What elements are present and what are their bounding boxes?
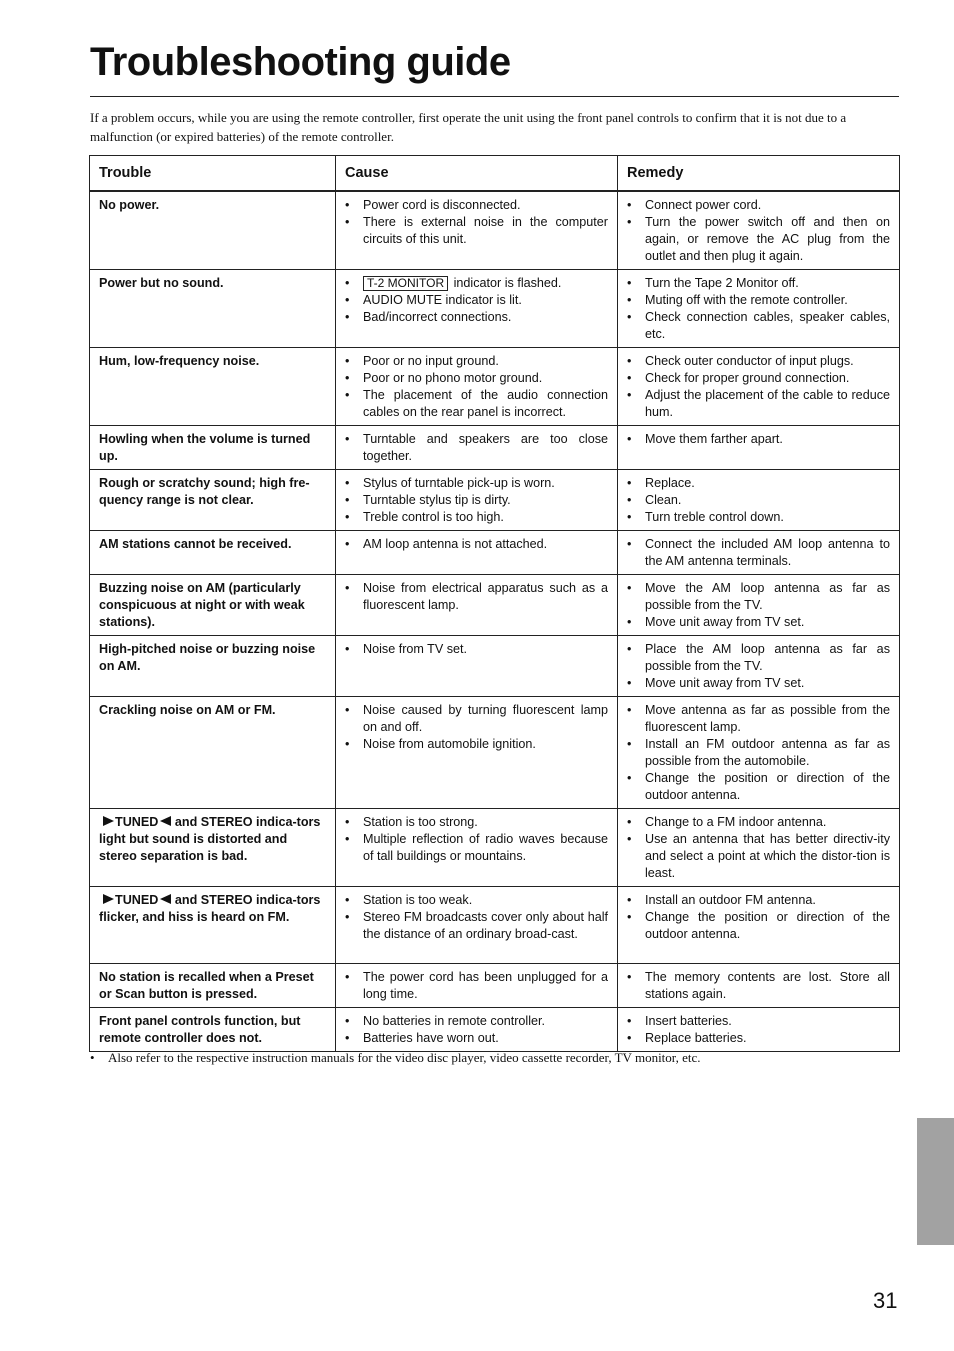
trouble-cell xyxy=(90,809,336,887)
cause-item: • No batteries in remote controller. xyxy=(345,1013,608,1030)
table-row xyxy=(90,470,900,531)
cause-cell xyxy=(336,426,618,470)
cause-cell xyxy=(336,964,618,1008)
remedy-item: • Turn the power switch off and then on again, or remove the AC plug from the outlet and then plug it again. xyxy=(627,214,890,265)
tuned-right-arrow-icon xyxy=(103,894,114,904)
remedy-item: • Install an outdoor FM antenna. xyxy=(627,892,890,909)
remedy-item: • Check outer conductor of input plugs. xyxy=(627,353,890,370)
trouble-cell: Crackling noise on AM or FM. xyxy=(90,697,336,809)
cause-item: • Poor or no input ground. xyxy=(345,353,608,370)
trouble-text: and STEREO indica-tors light but sound is distorted and stereo separation is bad. xyxy=(99,815,321,863)
remedy-cell xyxy=(618,1008,900,1052)
remedy-cell xyxy=(618,887,900,964)
remedy-cell xyxy=(618,426,900,470)
remedy-item: • Install an FM outdoor antenna as far as possible from the automobile. xyxy=(627,736,890,770)
cause-item: • Bad/incorrect connections. xyxy=(345,309,608,326)
table-row xyxy=(90,636,900,697)
cause-item: • Stylus of turntable pick-up is worn. xyxy=(345,475,608,492)
remedy-item: • Move the AM loop antenna as far as possible from the TV. xyxy=(627,580,890,614)
table-row xyxy=(90,270,900,348)
remedy-item: • The memory contents are lost. Store all stations again. xyxy=(627,969,890,1003)
remedy-item: • Connect power cord. xyxy=(627,197,890,214)
remedy-cell xyxy=(618,470,900,531)
table-row xyxy=(90,697,900,809)
trouble-cell: Buzzing noise on AM (particularly conspicuous at night or with weak stations). xyxy=(90,575,336,636)
remedy-item: • Move them farther apart. xyxy=(627,431,890,448)
remedy-item: • Adjust the placement of the cable to reduce hum. xyxy=(627,387,890,421)
footnote xyxy=(90,1048,902,1067)
remedy-cell xyxy=(618,964,900,1008)
remedy-cell xyxy=(618,531,900,575)
table-row xyxy=(90,575,900,636)
cause-cell xyxy=(336,887,618,964)
remedy-cell xyxy=(618,575,900,636)
title-divider xyxy=(90,96,899,97)
cause-item: • Turntable stylus tip is dirty. xyxy=(345,492,608,509)
cause-cell xyxy=(336,270,618,348)
header-remedy: Remedy xyxy=(618,156,900,192)
table-row xyxy=(90,426,900,470)
cause-item: • Noise from automobile ignition. xyxy=(345,736,608,753)
trouble-text: and STEREO indica-tors flicker, and hiss is heard on FM. xyxy=(99,893,321,924)
cause-item: • The power cord has been unplugged for a long time. xyxy=(345,969,608,1003)
cause-cell xyxy=(336,531,618,575)
remedy-item: • Change the position or direction of the outdoor antenna. xyxy=(627,770,890,804)
trouble-cell: No power. xyxy=(90,191,336,270)
remedy-item: • Insert batteries. xyxy=(627,1013,890,1030)
table-header-row xyxy=(90,156,900,192)
remedy-item: • Clean. xyxy=(627,492,890,509)
remedy-item: • Replace batteries. xyxy=(627,1030,890,1047)
trouble-cell: Power but no sound. xyxy=(90,270,336,348)
trouble-cell: AM stations cannot be received. xyxy=(90,531,336,575)
header-cause: Cause xyxy=(336,156,618,192)
cause-item: • There is external noise in the computer circuits of this unit. xyxy=(345,214,608,248)
cause-cell xyxy=(336,191,618,270)
cause-item: • Poor or no phono motor ground. xyxy=(345,370,608,387)
header-trouble: Trouble xyxy=(90,156,336,192)
remedy-item: • Check connection cables, speaker cables, etc. xyxy=(627,309,890,343)
tuned-label: TUNED xyxy=(115,815,159,829)
tuned-right-arrow-icon xyxy=(103,816,114,826)
cause-item: • Station is too strong. xyxy=(345,814,608,831)
cause-item: • Noise caused by turning fluorescent lamp on and off. xyxy=(345,702,608,736)
t2-monitor-indicator-label: T-2 MONITOR xyxy=(363,276,448,291)
tuned-left-arrow-icon xyxy=(160,816,171,826)
cause-item: • Treble control is too high. xyxy=(345,509,608,526)
remedy-cell xyxy=(618,348,900,426)
cause-item: • Station is too weak. xyxy=(345,892,608,909)
cause-item: • AM loop antenna is not attached. xyxy=(345,536,608,553)
cause-cell xyxy=(336,809,618,887)
section-tab-marker xyxy=(917,1118,954,1245)
cause-item-text: indicator is flashed. xyxy=(453,276,562,290)
remedy-item: • Connect the included AM loop antenna to the AM antenna terminals. xyxy=(627,536,890,570)
table-row xyxy=(90,191,900,270)
table-row xyxy=(90,887,900,964)
remedy-item: • Check for proper ground connection. xyxy=(627,370,890,387)
footnote-bullet: • xyxy=(90,1050,95,1065)
cause-item: • Power cord is disconnected. xyxy=(345,197,608,214)
remedy-item: • Muting off with the remote controller. xyxy=(627,292,890,309)
remedy-item: • Move unit away from TV set. xyxy=(627,675,890,692)
tuned-left-arrow-icon xyxy=(160,894,171,904)
cause-cell xyxy=(336,575,618,636)
cause-item: • The placement of the audio connection cables on the rear panel is incorrect. xyxy=(345,387,608,421)
trouble-cell: High-pitched noise or buzzing noise on AM. xyxy=(90,636,336,697)
cause-cell xyxy=(336,348,618,426)
cause-item: • Stereo FM broadcasts cover only about half the distance of an ordinary broad-cast. xyxy=(345,909,608,943)
table-row xyxy=(90,809,900,887)
trouble-cell: No station is recalled when a Preset or Scan button is pressed. xyxy=(90,964,336,1008)
remedy-item: • Move unit away from TV set. xyxy=(627,614,890,631)
cause-item: • Batteries have worn out. xyxy=(345,1030,608,1047)
trouble-cell: Howling when the volume is turned up. xyxy=(90,426,336,470)
trouble-cell: Rough or scratchy sound; high fre-quency range is not clear. xyxy=(90,470,336,531)
intro-paragraph: If a problem occurs, while you are using the remote controller, first operate the unit using the front panel controls to confirm that it is not due to a malfunction (or expired batteries) of the remote controller. xyxy=(90,110,847,144)
table-row xyxy=(90,348,900,426)
cause-item: • Turntable and speakers are too close together. xyxy=(345,431,608,465)
remedy-cell xyxy=(618,809,900,887)
trouble-cell xyxy=(90,887,336,964)
cause-item: • Noise from electrical apparatus such as a fluorescent lamp. xyxy=(345,580,608,614)
cause-cell xyxy=(336,636,618,697)
cause-item: • Noise from TV set. xyxy=(345,641,608,658)
cause-item: • AUDIO MUTE indicator is lit. xyxy=(345,292,608,309)
remedy-item: • Turn the Tape 2 Monitor off. xyxy=(627,275,890,292)
troubleshooting-table xyxy=(89,155,900,1052)
page-title: Troubleshooting guide xyxy=(90,40,511,84)
footnote-text: Also refer to the respective instruction manuals for the video disc player, video cassette recorder, TV monitor, etc. xyxy=(108,1050,701,1065)
remedy-item: • Turn treble control down. xyxy=(627,509,890,526)
trouble-cell: Front panel controls function, but remote controller does not. xyxy=(90,1008,336,1052)
cause-item: • Multiple reflection of radio waves because of tall buildings or mountains. xyxy=(345,831,608,865)
remedy-item: • Change to a FM indoor antenna. xyxy=(627,814,890,831)
remedy-cell xyxy=(618,636,900,697)
cause-item xyxy=(345,275,608,292)
table-row xyxy=(90,531,900,575)
table-row xyxy=(90,964,900,1008)
remedy-cell xyxy=(618,697,900,809)
tuned-label: TUNED xyxy=(115,893,159,907)
table-row xyxy=(90,1008,900,1052)
cause-cell xyxy=(336,697,618,809)
remedy-cell xyxy=(618,270,900,348)
cause-cell xyxy=(336,470,618,531)
remedy-item: • Change the position or direction of the outdoor antenna. xyxy=(627,909,890,943)
trouble-cell: Hum, low-frequency noise. xyxy=(90,348,336,426)
cause-cell xyxy=(336,1008,618,1052)
remedy-item: • Move antenna as far as possible from the fluorescent lamp. xyxy=(627,702,890,736)
remedy-cell xyxy=(618,191,900,270)
remedy-item: • Place the AM loop antenna as far as possible from the TV. xyxy=(627,641,890,675)
page-number: 31 xyxy=(873,1288,898,1313)
remedy-item: • Use an antenna that has better directiv-ity and select a point at which the distor-tion is least. xyxy=(627,831,890,882)
remedy-item: • Replace. xyxy=(627,475,890,492)
